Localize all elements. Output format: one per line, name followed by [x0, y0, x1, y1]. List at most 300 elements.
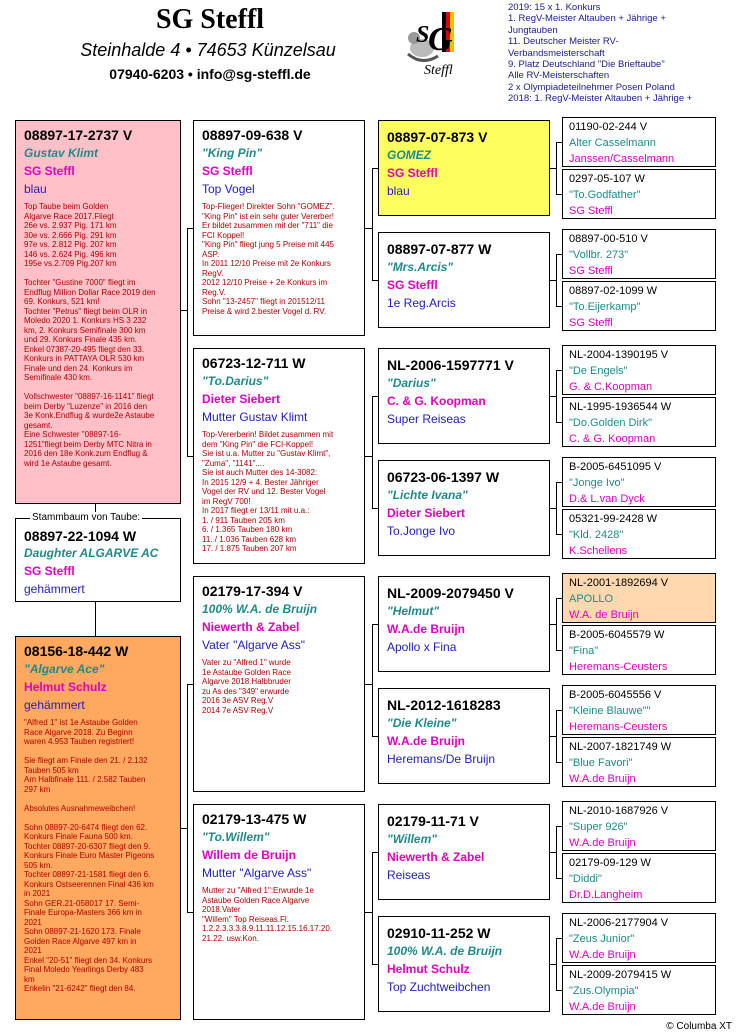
note-line: Enkel 07387-20-495 fliegt den 33.: [24, 344, 145, 354]
svg-text:G: G: [428, 21, 453, 58]
note-line: km, 2. Konkurs Semifinale 300 km: [24, 325, 146, 335]
note-line: RegV.: [202, 268, 224, 278]
great-grandparent-owner: SG Steffl: [569, 205, 613, 217]
note-line: In 2011 12/10 Preise mit 2e Konkurs: [202, 259, 331, 268]
note-line: Konkurs in PATTAYA OLR 530 km: [24, 354, 145, 363]
note-line: Astaube Golden Race Algarve: [202, 895, 310, 905]
note-line: ASP.: [202, 249, 220, 259]
grandparent-name: "Die Kleine": [387, 716, 457, 730]
connector-line: [365, 684, 372, 685]
achievement-line: 2 x Olympiadeteilnehmer Posen Poland: [508, 81, 675, 93]
note-line: Eine Schwester "08897-16-: [24, 430, 122, 439]
note-line: Mutter zu "Alfred 1":Erwurde 1e: [202, 886, 314, 895]
pedigree-owner: SG Steffl: [24, 564, 75, 578]
note-line: Sie fliegt am Finale den 21. / 2.132: [24, 756, 148, 765]
grandparent-owner: SG Steffl: [387, 166, 438, 180]
parent-color: Top Vogel: [202, 182, 255, 196]
note-line: Sohn 08897-20-6474 fliegt den 62.: [24, 822, 148, 832]
parent-owner: SG Steffl: [202, 164, 253, 178]
grandparent-ring: 08897-07-873 V: [387, 129, 488, 145]
great-grandparent-box: [562, 801, 716, 851]
note-line: Tochter 08897-21-1581 fliegt den 6.: [24, 870, 151, 879]
note-line: Enkelin "21-6242" fliegt den 84.: [24, 984, 136, 993]
great-grandparent-box: [562, 281, 716, 331]
pedigree-owner-box: [15, 518, 181, 602]
great-grandparent-owner: Dr.D.Langheim: [569, 889, 643, 901]
subject-ring: 08897-17-2737 V: [24, 127, 133, 143]
great-grandparent-box: [562, 345, 716, 395]
note-line: "Willem" Top Reiseas.Fl.: [202, 914, 289, 924]
note-line: 1. / 911 Tauben 205 km: [202, 515, 285, 525]
note-line: Tochter "Petrus" fliegt beim OLR in: [24, 306, 148, 316]
grandparent-ring: NL-2012-1618283: [387, 697, 501, 713]
grandparent-color: Apollo x Fina: [387, 640, 457, 654]
note-line: [24, 269, 172, 279]
note-line: Preise & wird 2.bester Vogel d. RV.: [202, 306, 327, 316]
connector-line: [556, 422, 562, 423]
connector-line: [181, 828, 187, 829]
note-line: 195e vs.2.709 Pig.207 km: [24, 259, 117, 268]
subject-owner: SG Steffl: [24, 164, 75, 178]
great-grandparent-name: "Blue Favori": [569, 757, 633, 769]
grandparent-name: "Darius": [387, 376, 436, 390]
great-grandparent-name: "Fina": [569, 645, 599, 657]
grandparent-owner: W.A.de Bruijn: [387, 622, 465, 636]
note-line: 505 km.: [24, 860, 53, 870]
note-line: Er bildet zusammen mit der "711" die: [202, 221, 333, 230]
great-grandparent-owner: K.Schellens: [569, 545, 628, 557]
parent-box: [193, 120, 365, 336]
parent-owner: Willem de Bruijn: [202, 848, 296, 862]
connector-line: [372, 396, 373, 508]
grandparent-name: "Helmut": [387, 604, 440, 618]
great-grandparent-box: [562, 117, 716, 167]
connector-line: [556, 938, 557, 990]
note-line: 2016 den 18e Konk.zum Endflug &: [24, 449, 148, 458]
note-line: 2021: [24, 917, 42, 927]
great-grandparent-box: [562, 737, 716, 787]
note-line: und 29. Konkurs Finale 435 km.: [24, 335, 137, 344]
parent-color: Vater "Algarve Ass": [202, 638, 306, 652]
parent-notes: [202, 886, 356, 943]
great-grandparent-ring: 08897-00-510 V: [569, 233, 648, 245]
pedigree-ring: 08897-22-1094 W: [24, 528, 137, 544]
connector-line: [365, 456, 372, 457]
connector-line: [95, 602, 96, 636]
dam-color: gehämmert: [24, 698, 85, 712]
subject-name: Gustav Klimt: [24, 146, 99, 160]
great-grandparent-owner: W.A.de Bruijn: [569, 1001, 636, 1013]
great-grandparent-ring: 05321-99-2428 W: [569, 513, 658, 525]
connector-line: [550, 168, 556, 169]
note-line: [24, 383, 172, 393]
parent-name: "King Pin": [202, 146, 263, 160]
note-line: waren 4.953 Tauben registriert!: [24, 737, 135, 746]
note-line: FCI Koppel!: [202, 230, 245, 240]
connector-line: [556, 990, 562, 991]
great-grandparent-ring: NL-2006-2177904 V: [569, 917, 669, 929]
great-grandparent-name: "Zeus Junior": [569, 933, 635, 945]
note-line: Top Taube beim Golden: [24, 202, 109, 211]
great-grandparent-name: "Vollbr. 273": [569, 249, 629, 261]
connector-line: [550, 624, 556, 625]
grandparent-box: [378, 348, 550, 444]
note-line: Sie ist u.a. Mutter zu "Gustav Klimt",: [202, 449, 331, 458]
connector-line: [556, 710, 557, 762]
great-grandparent-owner: Heremans-Ceusters: [569, 721, 668, 733]
great-grandparent-ring: NL-2010-1687926 V: [569, 805, 669, 817]
pigeon-logo-icon: [398, 4, 476, 88]
parent-color: Mutter Gustav Klimt: [202, 410, 308, 424]
note-line: 17. / 1.875 Tauben 207 km: [202, 544, 297, 553]
parent-owner: Dieter Siebert: [202, 392, 281, 406]
note-line: "Zuma", "1141"....: [202, 458, 265, 468]
great-grandparent-owner: Janssen/Casselmann: [569, 153, 675, 165]
grandparent-color: blau: [387, 184, 410, 198]
great-grandparent-name: "Kld. 2428": [569, 529, 624, 541]
note-line: 97e vs. 2.812 Pig. 207 km: [24, 240, 117, 249]
connector-line: [556, 254, 557, 306]
connector-line: [556, 938, 562, 939]
connector-line: [556, 762, 562, 763]
great-grandparent-name: APOLLO: [569, 593, 614, 605]
great-grandparent-name: "Zus.Olympia": [569, 985, 639, 997]
grandparent-owner: SG Steffl: [387, 278, 438, 292]
great-grandparent-name: "To.Eijerkamp": [569, 301, 641, 313]
dam-box: [15, 636, 181, 1020]
great-grandparent-ring: NL-2004-1390195 V: [569, 349, 669, 361]
subject-box: [15, 120, 181, 504]
note-line: beim Derby "Luzenze" in 2016 den: [24, 401, 148, 411]
note-line: 146 vs. 2.624 Pig. 496 km: [24, 249, 117, 259]
connector-line: [365, 912, 372, 913]
great-grandparent-name: "Kleine Blauwe"": [569, 705, 651, 717]
parent-ring: 02179-13-475 W: [202, 811, 307, 827]
achievement-line: Alle RV-Meisterschaften: [508, 70, 610, 82]
grandparent-owner: Helmut Schulz: [387, 962, 470, 976]
connector-line: [187, 228, 193, 229]
note-line: Top-Vererberin! Bildet zusammen mit: [202, 430, 334, 439]
achievement-line: 1. RegV-Meister Altauben + Jährige +: [508, 13, 666, 25]
note-line: Tochter "Gustine 7000" fliegt im: [24, 278, 136, 287]
dam-owner: Helmut Schulz: [24, 680, 107, 694]
grandparent-box: [378, 460, 550, 556]
parent-box: [193, 576, 365, 792]
great-grandparent-name: "Super 926": [569, 821, 628, 833]
connector-line: [550, 964, 556, 965]
connector-line: [187, 684, 188, 912]
grandparent-box: [378, 916, 550, 1012]
great-grandparent-name: Alter Casselmann: [569, 137, 656, 149]
great-grandparent-name: "De Engels": [569, 365, 628, 377]
note-line: 26e vs. 2.937 Pig. 171 km: [24, 221, 117, 230]
connector-line: [556, 878, 562, 879]
note-line: Golden Race Algarve 497 km in: [24, 936, 137, 946]
connector-line: [550, 508, 556, 509]
grandparent-box: [378, 232, 550, 328]
great-grandparent-ring: NL-2007-1821749 W: [569, 741, 672, 753]
great-grandparent-box: [562, 397, 716, 447]
note-line: Reg.V.: [202, 287, 226, 297]
note-line: Final Moledo Yearlings Derby 483: [24, 965, 144, 974]
parent-notes: [202, 430, 356, 554]
parent-notes: [202, 658, 356, 715]
note-line: Sohn 08897-21-1620 173. Finale: [24, 927, 141, 936]
grandparent-name: GOMEZ: [387, 148, 431, 162]
grandparent-name: "Lichte Ivana": [387, 488, 468, 502]
great-grandparent-owner: C. & G. Koopman: [569, 433, 656, 445]
note-line: Enkel "20-51" fliegt den 34. Konkurs: [24, 955, 152, 965]
connector-line: [556, 370, 562, 371]
parent-name: "To.Willem": [202, 830, 270, 844]
note-line: Finale und den 24. Konkurs im: [24, 363, 133, 373]
grandparent-ring: 02910-11-252 W: [387, 925, 491, 941]
contact: 07940-6203 • info@sg-steffl.de: [109, 66, 311, 82]
great-grandparent-ring: 02179-09-129 W: [569, 857, 651, 869]
connector-line: [556, 142, 562, 143]
grandparent-ring: 02179-11-71 V: [387, 813, 479, 829]
pedigree-label: Stammbaum von Taube:: [32, 512, 141, 523]
note-line: Am Halbfinale 111. / 2.582 Tauben: [24, 775, 146, 784]
great-grandparent-box: [562, 913, 716, 963]
connector-line: [372, 852, 373, 964]
achievements: [508, 2, 738, 105]
note-line: Sohn "13-2457" fliegt in 201512/11: [202, 297, 325, 306]
grandparent-ring: NL-2006-1597771 V: [387, 357, 514, 373]
connector-line: [550, 736, 556, 737]
note-line: 69. Konkurs, 521 km!: [24, 297, 100, 306]
note-line: Sohn GER.21-058017 17. Semi-: [24, 898, 140, 908]
connector-line: [187, 456, 193, 457]
parent-ring: 02179-17-394 V: [202, 583, 303, 599]
note-line: 6. / 1.365 Tauben 180 km: [202, 525, 293, 534]
pedigree-name: Daughter ALGARVE AC: [24, 546, 159, 560]
connector-line: [372, 508, 378, 509]
note-line: Endflug Million Dollar Race 2019 den: [24, 287, 156, 297]
note-line: 1e Astaube Golden Race: [202, 667, 291, 677]
grandparent-name: 100% W.A. de Bruijn: [387, 944, 503, 958]
note-line: [24, 747, 172, 757]
great-grandparent-ring: B-2005-6045579 W: [569, 629, 665, 641]
connector-line: [556, 254, 562, 255]
great-grandparent-box: [562, 229, 716, 279]
great-grandparent-name: "Do.Golden Dirk": [569, 417, 653, 429]
connector-line: [372, 168, 378, 169]
note-line: 3e Konk.Endflug & wurde2e Astaube: [24, 411, 155, 420]
note-line: zu As des "349" erwurde: [202, 686, 290, 696]
grandparent-ring: 06723-06-1397 W: [387, 469, 500, 485]
note-line: Moledo 2020 1. Konkurs HS 3 232: [24, 316, 147, 325]
great-grandparent-box: [562, 509, 716, 559]
connector-line: [181, 310, 187, 311]
connector-line: [556, 142, 557, 194]
note-line: 2014 7e ASV Reg.V: [202, 705, 274, 715]
great-grandparent-owner: W.A.de Bruijn: [569, 773, 636, 785]
great-grandparent-box: [562, 625, 716, 675]
connector-line: [372, 280, 378, 281]
footer-credit: © Columba XT: [666, 1021, 732, 1032]
note-line: Tochter 08897-20-6307 fliegt den 9.: [24, 841, 151, 851]
svg-text:S: S: [416, 22, 430, 48]
great-grandparent-ring: NL-2001-1892694 V: [569, 577, 669, 589]
great-grandparent-owner: W.A. de Bruijn: [569, 609, 639, 621]
great-grandparent-ring: 0297-05-107 W: [569, 173, 645, 185]
note-line: Race Algarve 2018. Zu Beginn: [24, 727, 133, 737]
note-line: 2012 12/10 Preise + 2e Konkurs im: [202, 278, 328, 287]
connector-line: [187, 684, 193, 685]
logo: [398, 4, 476, 88]
pedigree-color: gehämmert: [24, 582, 85, 596]
grandparent-box: [378, 804, 550, 900]
subject-notes: [24, 202, 172, 468]
grandparent-color: Super Reiseas: [387, 412, 466, 426]
connector-line: [556, 710, 562, 711]
dam-name: "Algarve Ace": [24, 662, 105, 676]
parent-name: 100% W.A. de Bruijn: [202, 602, 318, 616]
grandparent-name: "Mrs.Arcis": [387, 260, 454, 274]
grandparent-owner: Dieter Siebert: [387, 506, 466, 520]
note-line: wird 1e Astaube gesamt.: [24, 458, 112, 468]
parent-ring: 08897-09-638 V: [202, 127, 303, 143]
note-line: Semifinale 430 km.: [24, 373, 93, 382]
connector-line: [556, 194, 562, 195]
grandparent-ring: NL-2009-2079450 V: [387, 585, 514, 601]
great-grandparent-name: "Jonge Ivo": [569, 477, 625, 489]
achievement-line: 2019: 15 x 1. Konkurs: [508, 2, 601, 13]
connector-line: [556, 826, 557, 878]
connector-line: [372, 624, 378, 625]
note-line: [24, 794, 172, 804]
connector-line: [556, 826, 562, 827]
note-line: Konkurs Ostseerennen Final 436 km: [24, 879, 154, 889]
connector-line: [556, 650, 562, 651]
svg-text:Steffl: Steffl: [424, 63, 453, 78]
great-grandparent-owner: W.A.de Bruijn: [569, 837, 636, 849]
connector-line: [556, 598, 562, 599]
grandparent-color: 1e Reg.Arcis: [387, 296, 456, 310]
connector-line: [372, 396, 378, 397]
note-line: Algarve 2018.Halbbruder: [202, 677, 291, 686]
grandparent-color: Heremans/De Bruijn: [387, 752, 496, 766]
connector-line: [372, 736, 378, 737]
subject-color: blau: [24, 182, 47, 196]
note-line: Finale Europa-Masters 366 km in: [24, 908, 142, 917]
connector-line: [556, 598, 557, 650]
note-line: 2021: [24, 946, 42, 955]
grandparent-owner: C. & G. Koopman: [387, 394, 486, 408]
note-line: 2018.Vater: [202, 905, 241, 914]
great-grandparent-box: [562, 853, 716, 903]
great-grandparent-name: "To.Godfather": [569, 189, 641, 201]
great-grandparent-ring: NL-2009-2079415 W: [569, 969, 672, 981]
connector-line: [556, 482, 562, 483]
parent-owner: Niewerth & Zabel: [202, 620, 300, 634]
achievement-line: Verbandsmeisterschaft: [508, 47, 605, 59]
grandparent-box: [378, 120, 550, 216]
note-line: [24, 813, 172, 823]
connector-line: [365, 228, 372, 229]
note-line: 1251"fliegt beim Derby MTC Nitra in: [24, 439, 152, 449]
great-grandparent-owner: G. & C.Koopman: [569, 381, 653, 393]
great-grandparent-ring: 08897-02-1099 W: [569, 285, 658, 297]
great-grandparent-box: [562, 457, 716, 507]
great-grandparent-ring: NL-1995-1936544 W: [569, 401, 672, 413]
connector-line: [550, 852, 556, 853]
grandparent-owner: W.A.de Bruijn: [387, 734, 465, 748]
achievement-line: 2018: 1. RegV-Meister Altauben + Jährige +: [508, 93, 693, 105]
address: Steinhalde 4 • 74653 Künzelsau: [80, 40, 336, 60]
note-line: gesamt.: [24, 420, 53, 430]
note-line: In 2015 12/9 + 4. Bester Jähriger: [202, 477, 319, 487]
note-line: Algarve Race 2017.Fliegt: [24, 211, 114, 221]
parent-ring: 06723-12-711 W: [202, 355, 306, 371]
note-line: Vogel der RV und 12. Bester Vogel: [202, 487, 326, 496]
great-grandparent-ring: 01190-02-244 V: [569, 121, 648, 133]
grandparent-name: "Willem": [387, 832, 437, 846]
great-grandparent-box: [562, 573, 716, 623]
great-grandparent-box: [562, 685, 716, 735]
note-line: Vater zu "Alfred 1" wurde: [202, 658, 291, 667]
achievement-line: Jungtauben: [508, 24, 558, 36]
parent-box: [193, 804, 365, 1020]
note-line: Top-Flieger! Direkter Sohn "GOMEZ".: [202, 202, 335, 211]
note-line: "King Pin" fliegt jung 5 Preise mit 445: [202, 240, 334, 249]
great-grandparent-name: "Diddi": [569, 873, 602, 885]
great-grandparent-owner: D.& L.van Dyck: [569, 493, 645, 505]
great-grandparent-owner: Heremans-Ceusters: [569, 661, 668, 673]
note-line: im RegV 700!: [202, 496, 251, 506]
dam-notes: [24, 718, 172, 994]
great-grandparent-owner: SG Steffl: [569, 317, 613, 329]
parent-name: "To.Darius": [202, 374, 269, 388]
note-line: km: [24, 974, 35, 984]
page-title: SG Steffl: [155, 4, 265, 35]
note-line: 30e vs. 2.666 Pig. 291 km: [24, 230, 117, 240]
achievement-line: 11. Deutscher Meister RV-: [508, 36, 619, 48]
grandparent-color: To.Jonge Ivo: [387, 524, 456, 538]
connector-line: [550, 396, 556, 397]
note-line: Konkurs Finale Fauna 500 km.: [24, 832, 133, 841]
note-line: dem "King Pin" die FCI-Koppel!: [202, 439, 314, 449]
connector-line: [556, 306, 562, 307]
note-line: 297 km: [24, 784, 51, 794]
grandparent-color: Top Zuchtweibchen: [387, 980, 491, 994]
note-line: 21.22. usw.Kon.: [202, 933, 259, 943]
note-line: 1.2.2.3.3.3.8.9.11.11.12.15.16.17.20.: [202, 924, 333, 933]
achievement-line: 9. Platz Deutschland "Die Brieftaube": [508, 59, 665, 71]
connector-line: [187, 228, 188, 456]
grandparent-color: Reiseas: [387, 868, 431, 882]
connector-line: [372, 168, 373, 280]
note-line: In 2017 fliegt er 13/11 mit u.a.:: [202, 506, 310, 515]
connector-line: [556, 534, 562, 535]
connector-line: [556, 370, 557, 422]
great-grandparent-box: [562, 169, 716, 219]
great-grandparent-box: [562, 965, 716, 1015]
grandparent-owner: Niewerth & Zabel: [387, 850, 485, 864]
great-grandparent-owner: SG Steffl: [569, 265, 613, 277]
connector-line: [372, 964, 378, 965]
connector-line: [187, 912, 193, 913]
connector-line: [550, 280, 556, 281]
note-line: Vollschwester "08897-16-1141" fliegt: [24, 392, 154, 401]
great-grandparent-owner: W.A.de Bruijn: [569, 949, 636, 961]
grandparent-ring: 08897-07-877 W: [387, 241, 492, 257]
note-line: 11. / 1.036 Tauben 628 km: [202, 534, 296, 544]
connector-line: [556, 482, 557, 534]
great-grandparent-ring: B-2005-6451095 V: [569, 461, 662, 473]
note-line: "King Pin" ist ein sehr guter Vererber!: [202, 211, 334, 221]
